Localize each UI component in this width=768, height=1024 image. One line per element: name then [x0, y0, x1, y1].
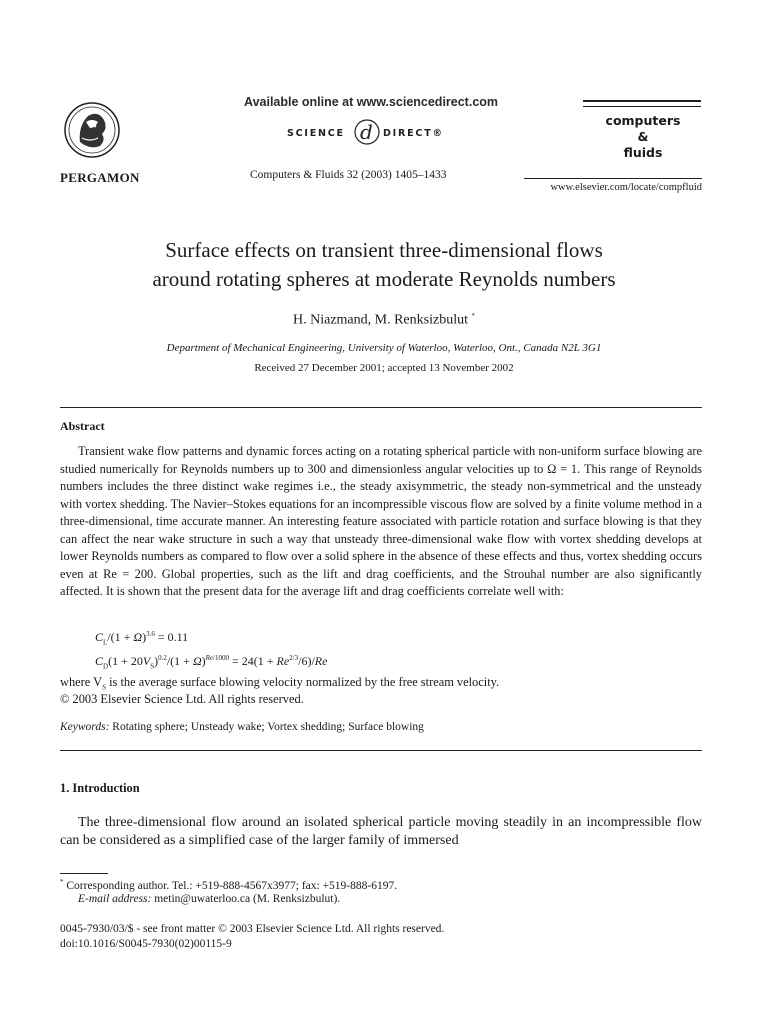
- abstract-copyright: © 2003 Elsevier Science Ltd. All rights reserved.: [60, 692, 304, 706]
- introduction-text: The three-dimensional flow around an isolated spherical particle moving steadily in an incompressible flow can be considered as a simplified case of the larger family of immersed: [60, 815, 702, 848]
- keywords-label: Keywords:: [60, 721, 110, 733]
- equation-drag: $C_D(1 + 20V_S)^{0.2}/(1 + \Omega)^{Re/1000} = 24(1 + Re^{2/3}/6)/Re$: [95, 654, 328, 671]
- email-owner: (M. Renksizbulut).: [250, 893, 341, 905]
- equation-lift: $C_L/(1 + \Omega)^{3.6} = 0.11$: [95, 630, 189, 647]
- svg-text:SCIENCE: SCIENCE: [287, 128, 345, 139]
- email-label: E-mail address:: [78, 893, 152, 905]
- where-text: where V: [60, 675, 103, 689]
- keywords: [60, 721, 424, 733]
- journal-logo-rule: [583, 100, 701, 102]
- where-clause: [60, 675, 499, 691]
- corresponding-author-mark[interactable]: *: [471, 312, 475, 320]
- journal-reference: Computers & Fluids 32 (2003) 1405–1433: [250, 169, 447, 181]
- footnote-mark: *: [60, 878, 64, 886]
- footnote-rule: [60, 873, 108, 874]
- abstract-bottom-rule: [60, 750, 702, 751]
- footnote-email: [78, 893, 340, 905]
- svg-text:d: d: [360, 120, 373, 144]
- where-rest: is the average surface blowing velocity normalized by the free stream velocity.: [106, 675, 500, 689]
- journal-logo-line: &: [637, 129, 649, 144]
- footnote-corresponding: [60, 878, 397, 892]
- doi-line[interactable]: doi:10.1016/S0045-7930(02)00115-9: [60, 938, 232, 950]
- abstract-heading: Abstract: [60, 419, 105, 433]
- journal-logo-line: computers: [605, 113, 681, 128]
- sciencedirect-logo: [287, 117, 457, 147]
- publisher-name: PERGAMON: [60, 170, 140, 185]
- section-heading-introduction: 1. Introduction: [60, 781, 140, 795]
- abstract-top-rule: [60, 407, 702, 408]
- journal-logo-line: fluids: [623, 145, 663, 160]
- footnote-corresponding-text: Corresponding author. Tel.: +519-888-4567x3977; fax: +519-888-6197.: [63, 879, 398, 892]
- keywords-text: Rotating sphere; Unsteady wake; Vortex shedding; Surface blowing: [109, 721, 424, 733]
- journal-logo: [583, 113, 703, 161]
- journal-logo-rule: [583, 106, 701, 107]
- title-line: around rotating spheres at moderate Reynolds numbers: [152, 267, 616, 291]
- author-list: [40, 312, 728, 329]
- journal-url[interactable]: www.elsevier.com/locate/compfluid: [550, 182, 702, 193]
- abstract-text: Transient wake flow patterns and dynamic forces acting on a rotating spherical particle with non-uniform surface blowing are studied numerically for Reynolds numbers up to 300 and dimensionless angular velocities up to Ω = 1. This range of Reynolds numbers includes the three distinct wake regimes i.e., the steady axisymmetric, the steady non-symmetrical and the unsteady with vortex shedding. The Navier–Stokes equations for an incompressible viscous flow are solved by a finite volume method in a three-dimensional, time accurate manner. An interesting feature associated with particle rotation and surface blowing is that they can affect the near wake structure in such a way that unsteady three-dimensional wake flow with vortex shedding develops at lower Reynolds numbers as compared to flow over a solid sphere in the absence of these effects and thus, vortex shedding occurs even at Re = 200. Global properties, such as the lift and drag coefficients, and the Strouhal number are also significantly affected. It is shown that the present data for the average lift and drag coefficients correlate well with:: [60, 444, 702, 598]
- available-online-text: Available online at www.sciencedirect.com: [244, 95, 499, 109]
- received-dates: Received 27 December 2001; accepted 13 November 2002: [254, 362, 514, 374]
- affiliation: Department of Mechanical Engineering, University of Waterloo, Waterloo, Ont., Canada N2L 3G1: [166, 342, 602, 354]
- authors-text: H. Niazmand, M. Renksizbulut: [293, 312, 468, 328]
- email-link[interactable]: metin@uwaterloo.ca: [154, 893, 251, 905]
- title-line: Surface effects on transient three-dimensional flows: [165, 238, 603, 262]
- issn-line: 0045-7930/03/$ - see front matter © 2003 Elsevier Science Ltd. All rights reserved.: [60, 923, 445, 935]
- svg-text:DIRECT®: DIRECT®: [383, 128, 444, 139]
- where-subscript: S: [102, 683, 106, 692]
- article-title: [40, 236, 728, 294]
- pergamon-seal-logo: [62, 98, 122, 162]
- journal-url-rule: [524, 178, 702, 179]
